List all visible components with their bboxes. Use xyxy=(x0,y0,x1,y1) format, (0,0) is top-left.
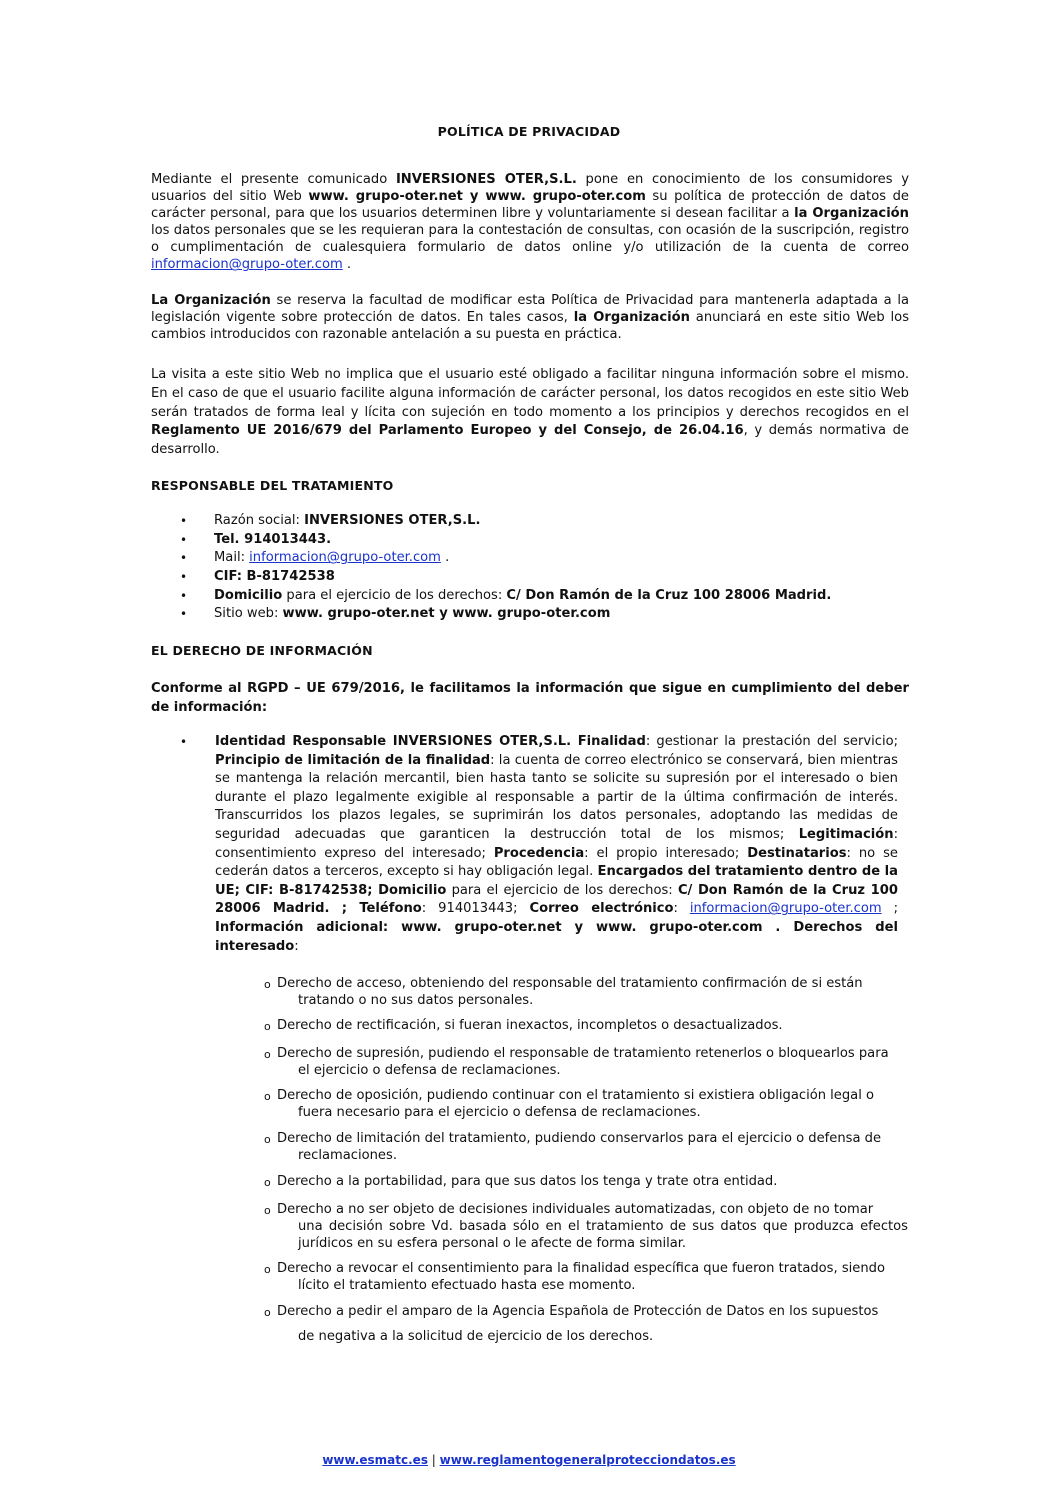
right-text: Derecho de supresión, pudiendo el responsable de tratamiento retenerlos o bloquearlos para xyxy=(277,1046,889,1061)
list-marker: o xyxy=(264,1306,271,1319)
email-link[interactable]: informacion@grupo-oter.com xyxy=(249,550,441,566)
list-marker: o xyxy=(264,1176,271,1189)
derecho-informacion-heading: EL DERECHO DE INFORMACIÓN xyxy=(151,643,373,658)
right-text-continued: tratando o no sus datos personales. xyxy=(298,992,534,1008)
list-item xyxy=(180,512,900,531)
right-text: Derecho a revocar el consentimiento para la finalidad específica que fueron tratados, siendo xyxy=(277,1261,885,1276)
modify-text: anunciará en este sitio Web los cambios introducidos con razonable antelación a su puesta en práctica. xyxy=(151,310,910,343)
derecho-informacion-intro: Conforme al RGPD – UE 679/2016, le facilitamos la información que sigue en cumplimiento del deber de información: xyxy=(151,681,909,715)
identity-label: Encargados del tratamiento dentro de la UE; CIF: B-81742538; Domicilio xyxy=(215,864,898,898)
right-text-continued: fuera necesario para el ejercicio o defensa de reclamaciones. xyxy=(298,1104,701,1120)
website-value: www. grupo-oter.net y www. grupo-oter.com xyxy=(282,606,611,622)
mail-label: Mail: xyxy=(214,550,250,566)
modify-text: se reserva la facultad de modificar esta Política de Privacidad para mantenerla adaptada a la legislación vigente sobre protección de datos. En tales casos, xyxy=(151,293,909,326)
right-text: Derecho a pedir el amparo de la Agencia Española de Protección de Datos en los supuestos xyxy=(277,1304,879,1319)
list-item xyxy=(180,549,900,568)
page-title: POLÍTICA DE PRIVACIDAD xyxy=(437,124,621,139)
responsable-heading: RESPONSABLE DEL TRATAMIENTO xyxy=(151,478,394,493)
list-item xyxy=(180,605,900,624)
right-text: Derecho de oposición, pudiendo continuar con el tratamiento si existiera obligación legal o xyxy=(277,1088,875,1103)
identity-label: Información adicional: www. grupo-oter.net y www. grupo-oter.com . Derechos del interesado xyxy=(215,919,898,954)
right-text-continued: reclamaciones. xyxy=(298,1147,397,1163)
organization-label: la Organización xyxy=(573,310,690,326)
visit-text: , y demás normativa de desarrollo. xyxy=(151,423,909,458)
list-item xyxy=(264,1304,908,1346)
responsable-list xyxy=(180,512,900,624)
list-item xyxy=(264,1046,908,1080)
razon-label: Razón social: xyxy=(214,513,305,528)
modify-paragraph xyxy=(151,292,909,343)
identity-label: C/ Don Ramón de la Cruz 100 28006 Madrid. ; Teléfono xyxy=(215,882,898,917)
right-text-continued: lícito el tratamiento efectuado hasta ese momento. xyxy=(298,1277,636,1293)
list-item xyxy=(264,976,908,1010)
regulation-reference: Reglamento UE 2016/679 del Parlamento Europeo y del Consejo, de 26.04.16 xyxy=(151,423,744,439)
list-marker: o xyxy=(264,1020,271,1033)
identity-label: Correo electrónico xyxy=(529,901,674,917)
razon-value: INVERSIONES OTER,S.L. xyxy=(304,513,481,528)
identity-text-part: : xyxy=(294,938,299,954)
footer-links xyxy=(0,1453,1058,1467)
intro-text: pone en conocimiento de los consumidores y usuarios del sitio Web xyxy=(151,172,909,205)
company-name: INVERSIONES OTER,S.L. xyxy=(395,172,577,187)
intro-text: su política de protección de datos de carácter personal, para que los usuarios determinen libre y voluntariamente si desean facilitar a xyxy=(151,189,909,222)
identity-text-part: : la cuenta de correo electrónico se conservará, bien mientras se mantenga la relación mercantil, bien hasta tanto se solicite su supresión por el interesado o bien durante el plazo legalmente exigible al responsable a partir de la última confirmación de interés. Transcurridos los plazos legales, se suprimirán los datos personales, adoptando las medidas de seguridad adecuadas que garanticen la destrucción total de los mismos; xyxy=(215,752,898,842)
right-text: Derecho a no ser objeto de decisiones individuales automatizadas, con objeto de no tomar xyxy=(277,1202,874,1217)
visit-text: La visita a este sitio Web no implica que el usuario esté obligado a facilitar ninguna información sobre el mismo. En el caso de que el usuario facilite alguna información de carácter personal, los datos recogidos en este sitio Web serán tratados de forma leal y lícita con sujeción en todo momento a los principios y derechos recogidos en el xyxy=(151,367,909,420)
footer-link-esmatc[interactable]: www.esmatc.es xyxy=(322,1453,428,1467)
domicilio-label: Domicilio xyxy=(214,587,283,603)
website-com: www. grupo-oter.com xyxy=(485,189,646,205)
right-text: Derecho de rectificación, si fueran inexactos, incompletos o desactualizados. xyxy=(277,1018,783,1033)
intro-text: Mediante el presente comunicado xyxy=(151,172,396,187)
domicilio-value: C/ Don Ramón de la Cruz 100 28006 Madrid. xyxy=(506,587,832,603)
list-item xyxy=(264,1018,908,1035)
identity-block xyxy=(180,733,898,956)
right-text-continued: el ejercicio o defensa de reclamaciones. xyxy=(298,1062,561,1078)
list-item xyxy=(264,1088,908,1122)
identity-text-part: : 914013443; xyxy=(421,901,530,917)
list-item xyxy=(264,1174,908,1191)
list-item xyxy=(264,1261,908,1295)
identity-text-part: : el propio interesado; xyxy=(584,845,748,861)
list-marker: o xyxy=(264,1048,271,1061)
email-link[interactable]: informacion@grupo-oter.com xyxy=(151,257,343,273)
list-marker: o xyxy=(264,1133,271,1146)
right-text: Derecho a la portabilidad, para que sus datos los tenga y trate otra entidad. xyxy=(277,1174,778,1189)
list-item xyxy=(180,568,900,587)
identity-label: Legitimación xyxy=(798,826,894,842)
phone-value: Tel. 914013443. xyxy=(214,531,332,547)
identity-label: Procedencia xyxy=(493,845,585,861)
list-marker: o xyxy=(264,978,271,991)
right-text-continued: de negativa a la solicitud de ejercicio de los derechos. xyxy=(298,1328,654,1344)
identity-label: Principio de limitación de la finalidad xyxy=(215,752,491,768)
identity-text-part: ; xyxy=(881,901,898,917)
identity-text-part: : consentimiento expreso del interesado; xyxy=(215,826,898,861)
website-label: Sitio web: xyxy=(214,606,283,622)
list-item xyxy=(180,531,900,550)
bullet-icon: • xyxy=(180,735,188,749)
identity-text xyxy=(215,733,898,956)
intro-text: . xyxy=(342,257,352,273)
organization-label: la Organización xyxy=(794,206,909,222)
mail-end: . xyxy=(440,550,450,566)
list-marker: o xyxy=(264,1204,271,1217)
right-text: Derecho de acceso, obteniendo del responsable del tratamiento confirmación de si están xyxy=(277,976,863,991)
footer-link-reglamento[interactable]: www.reglamentogeneralprotecciondatos.es xyxy=(439,1453,736,1467)
intro-paragraph xyxy=(151,171,909,274)
identity-label: Destinatarios xyxy=(747,845,847,861)
organization-label: La Organización xyxy=(151,293,271,308)
right-text-continued: una decisión sobre Vd. basada sólo en el tratamiento de sus datos que produzca efectos jurídicos en su esfera personal o le afecte de forma similar. xyxy=(298,1218,908,1251)
list-marker: o xyxy=(264,1090,271,1103)
identity-text-part: : no se cederán datos a terceros, excepto si hay obligación legal. xyxy=(215,845,898,880)
identity-label: Identidad Responsable INVERSIONES OTER,S.L. Finalidad xyxy=(215,734,646,749)
footer-separator: | xyxy=(427,1453,440,1467)
conjunction: y xyxy=(462,189,486,205)
right-text: Derecho de limitación del tratamiento, pudiendo conservarlos para el ejercicio o defensa de xyxy=(277,1131,881,1146)
identity-text-part: : xyxy=(673,901,690,917)
email-link[interactable]: informacion@grupo-oter.com xyxy=(689,901,882,917)
identity-text-part: : gestionar la prestación del servicio; xyxy=(645,734,899,749)
list-marker: o xyxy=(264,1263,271,1276)
intro-text: los datos personales que se les requieran para la contestación de consultas, con ocasión de la suscripción, registro o cumplimentación de cualesquiera formulario de datos online y/o utilización de la cuenta de correo xyxy=(151,223,909,256)
visit-paragraph xyxy=(151,366,909,460)
identity-text-part: para el ejercicio de los derechos: xyxy=(446,882,678,898)
list-item xyxy=(264,1131,908,1165)
list-item xyxy=(264,1202,908,1252)
cif-value: CIF: B-81742538 xyxy=(214,569,335,585)
domicilio-text: para el ejercicio de los derechos: xyxy=(282,587,507,603)
website-net: www. grupo-oter.net xyxy=(308,189,463,205)
list-item xyxy=(180,587,900,606)
